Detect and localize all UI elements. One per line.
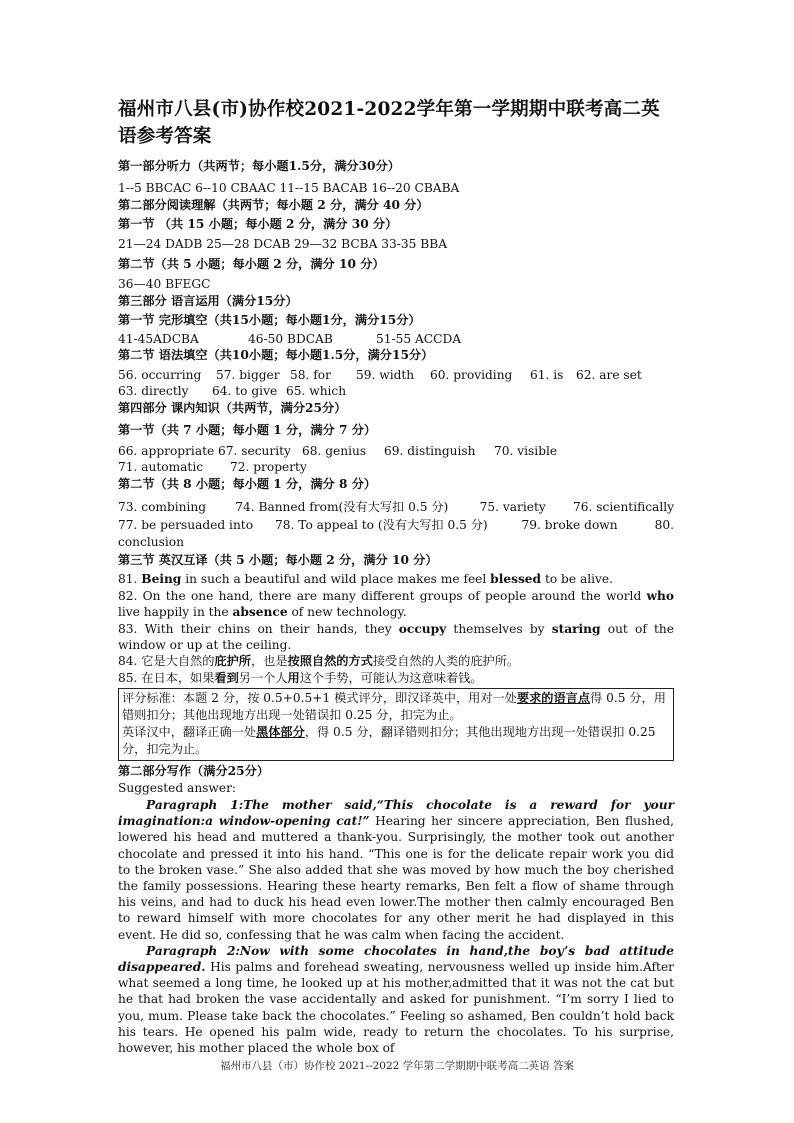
vocab-answer: 69. distinguish [384,444,476,459]
suggested-answer-label: Suggested answer: [118,781,237,796]
vocab-answer: 67. security [218,444,291,459]
scoring-rubric-box [118,688,674,761]
grammar-answer: 65. which [286,384,347,399]
grammar-answer: 60. providing [430,367,513,382]
phrase-answer: 75. variety [479,499,546,514]
phrase-answer: 73. combining [118,499,207,514]
phrase-answer: 79. broke down [521,517,618,532]
part3-sec1-heading: 第一节 完形填空（共15小题；每小题1分，满分15分） [118,313,421,328]
phrase-answer-continuation: conclusion [118,534,184,549]
part2-sec2-answers: 36—40 BFEGC [118,276,211,291]
grammar-answer: 58. for [290,367,331,382]
translation-82: 82. On the one hand, there are many different groups of people around the world who live happily in the absence of new technology. [118,588,674,620]
part2-sec2-heading: 第二节（共 5 小题；每小题 2 分，满分 10 分） [118,256,385,271]
phrase-answers-row2 [118,516,674,534]
page-footer: 福州市八县（市）协作校 2021--2022 学年第二学期期中联考高二英语 答案 [219,1060,575,1072]
phrase-answer: 76. scientifically [573,499,675,514]
writing-heading: 第二部分写作（满分25分） [118,764,270,779]
part3-sec2-heading: 第二节 语法填空（共10小题；每小题1.5分，满分15分） [118,348,434,363]
grammar-answers-row2 [118,384,674,399]
vocab-answer: 68. genius [302,444,367,459]
translation-83: 83. With their chins on their hands, they occupy themselves by staring out of the window or up at the ceiling. [118,621,674,653]
part4-sec3-heading: 第三节 英汉互译（共 5 小题；每小题 2 分，满分 10 分） [118,552,438,567]
answer-document [118,96,674,1056]
vocab-answer: 71. automatic [118,460,204,475]
vocab-answers-row2 [118,459,674,475]
rubric-line-2: 英译汉中，翻译正确一处黑体部分，得 0.5 分，翻译错则扣分；其他出现地方出现一处错误扣 0.25 分，扣完为止。 [122,725,656,757]
grammar-answer: 61. is [530,367,564,382]
translation-84: 84. 它是大自然的庇护所，也是按照自然的方式接受自然的人类的庇护所。 [118,654,520,669]
rubric-line-1: 评分标准：本题 2 分，按 0.5+0.5+1 模式评分，即汉译英中，用对一处要求的语言点得 0.5 分，用错则扣分；其他出现地方出现一处错误扣 0.25 分，扣完为止。 [122,691,666,723]
phrase-answer: 74. Banned from(没有大写扣 0.5 分) [235,499,449,514]
grammar-answers-row1 [118,367,674,385]
part3-heading: 第三部分 语言运用（满分15分） [118,293,298,308]
part2-sec1-heading: 第一节 （共 15 小题；每小题 2 分，满分 30 分） [118,217,398,232]
part2-sec1-answers: 21—24 DADB 25—28 DCAB 29—32 BCBA 33-35 BBA [118,237,447,252]
grammar-answer: 56. occurring [118,367,202,382]
part3-sec1-answers [118,332,674,347]
cloze-answers-2: 46-50 BDCAB [248,332,333,347]
part4-sec2-heading: 第二节（共 8 小题；每小题 1 分，满分 8 分） [118,477,377,492]
grammar-answer: 59. width [356,367,415,382]
essay-paragraph-1: Paragraph 1:The mother said,“This chocolate is a reward for your imagination:a window-opening cat!” Hearing her sincere appreciation, Ben flushed, lowered his head and muttered a thank-you. Surprisingly, the mother took out another chocolate and pressed it into his hand. “This one is for the delicate repair work you did to the broken vase.” She also added that she was moved by how much the boy cherished the family possessions. Hearing these hearty remarks, Ben felt a flow of shame through his veins, and had to duck his head even lower.The mother then calmly encouraged Ben to reward himself with more chocolates for any other merit he had displayed in this event. He did so, confessing that he was calm when facing the accident. [118,797,675,942]
grammar-answer: 57. bigger [216,367,280,382]
grammar-answer: 62. are set [576,367,642,382]
part4-heading: 第四部分 课内知识（共两节，满分25分） [118,401,347,416]
phrase-answers-row1 [118,498,674,516]
vocab-answer: 72. property [230,460,307,475]
translation-85: 85. 在日本，如果看到另一个人用这个手势，可能认为这意味着钱。 [118,670,483,685]
vocab-answers-row1 [118,443,674,459]
vocab-answer: 66. appropriate [118,444,215,459]
cloze-answers-3: 51-55 ACCDA [376,332,462,347]
essay-paragraph-2: Paragraph 2:Now with some chocolates in hand,the boy’s bad attitude disappeared. His palms and forehead sweating, nervousness welled up inside him.After what seemed a long time, he looked up at his mother,admitted that it was not the cat but he that had broken the vase accidentally and asked for punishment. “I’m sorry I lied to you, mum. Please take back the chocolates.” Feeling so ashamed, Ben couldn’t hold back his tears. He opened his palm wide, ready to return the chocolates. To his surprise, however, his mother placed the whole box of [118,943,674,1055]
phrase-answer: 77. be persuaded into [118,517,254,532]
phrase-answer: 78. To appeal to (没有大写扣 0.5 分) [275,517,488,532]
part2-heading: 第二部分阅读理解（共两节；每小题 2 分，满分 40 分） [118,197,429,212]
part1-heading: 第一部分听力（共两节；每小题1.5分，满分30分） [118,159,400,173]
grammar-answer: 64. to give [212,384,278,399]
grammar-answer: 63. directly [118,384,189,399]
part4-sec1-heading: 第一节（共 7 小题；每小题 1 分，满分 7 分） [118,423,377,438]
document-title: 福州市八县(市)协作校2021-2022学年第一学期期中联考高二英语参考答案 [118,99,660,147]
cloze-answers-1: 41-45ADCBA [118,332,199,347]
phrase-answer: 80. [654,517,674,532]
part1-answers: 1--5 BBCAC 6--10 CBAAC 11--15 BACAB 16--20 CBABA [118,180,460,195]
vocab-answer: 70. visible [494,444,558,459]
translation-81: 81. Being in such a beautiful and wild place makes me feel blessed to be alive. [118,572,613,587]
